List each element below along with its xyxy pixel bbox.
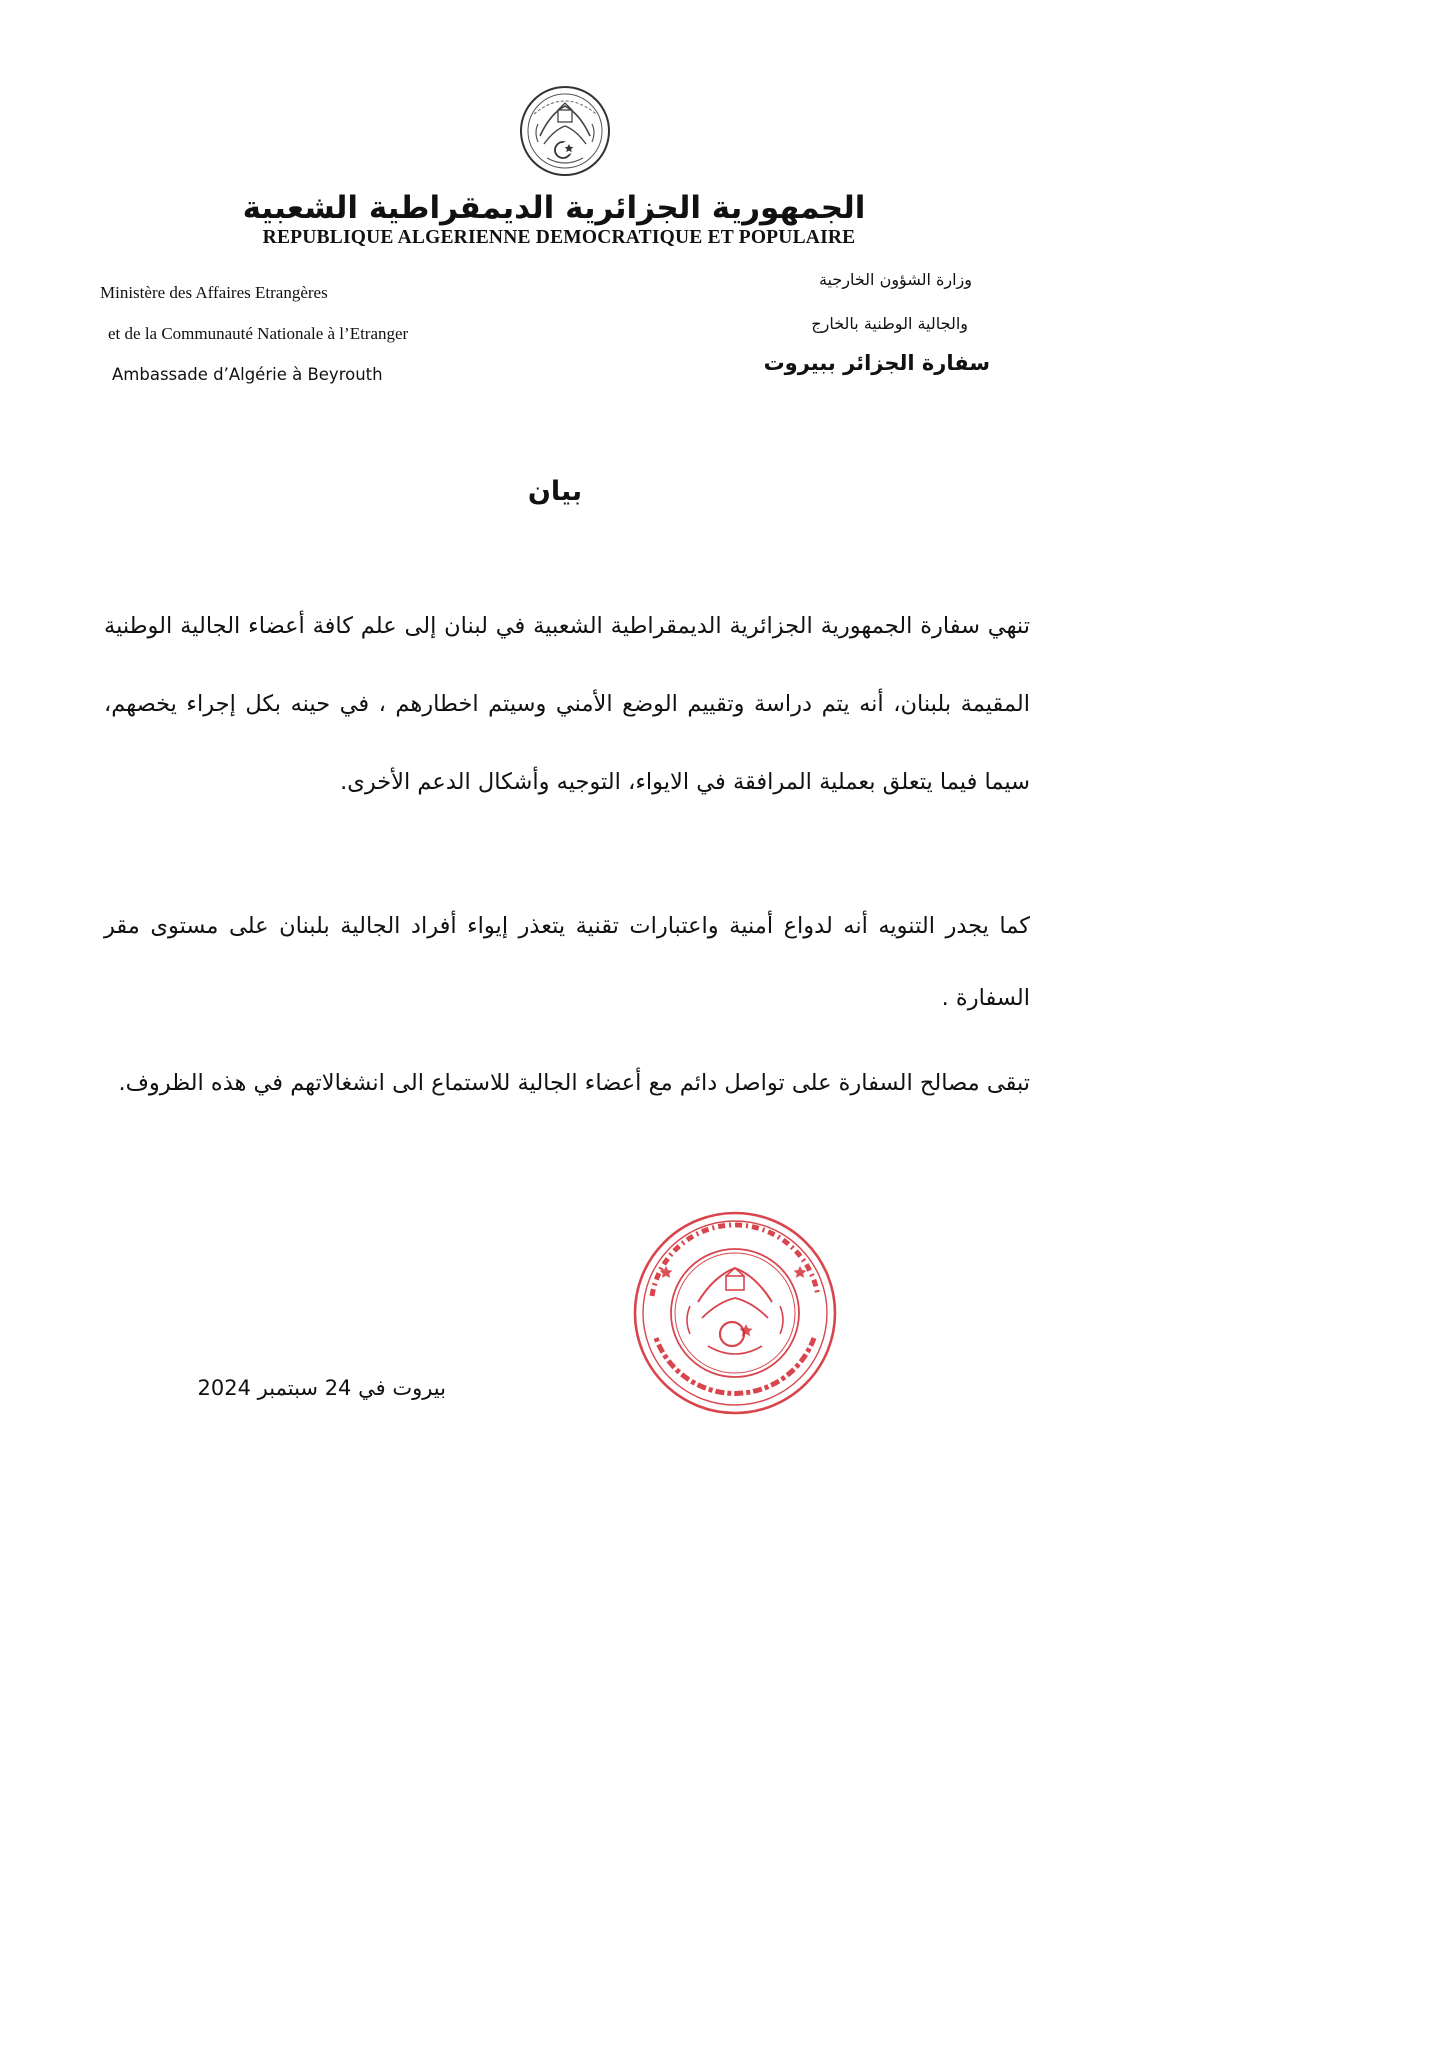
embassy-stamp-icon <box>628 1206 842 1420</box>
embassy-name-arabic: سفارة الجزائر ببيروت <box>763 351 990 375</box>
ministry-name-arabic: وزارة الشؤون الخارجية <box>818 270 972 289</box>
community-name-french: et de la Communauté Nationale à l’Etranger <box>108 324 409 343</box>
document-date: بيروت في 24 سبتمبر 2024 <box>197 1376 446 1400</box>
republic-title-arabic: الجمهورية الجزائرية الديمقراطية الشعبية <box>242 190 866 226</box>
paragraph-2: كما يجدر التنويه أنه لدواع أمنية واعتبارات تقنية يتعذر إيواء أفراد الجالية بلبنان على مستوى مقر السفارة . <box>104 913 1030 1011</box>
community-name-arabic: والجالية الوطنية بالخارج <box>811 314 968 333</box>
paragraph-3: تبقى مصالح السفارة على تواصل دائم مع أعضاء الجالية للاستماع الى انشغالاتهم في هذه الظروف. <box>118 1070 1030 1096</box>
embassy-name-french: Ambassade d’Algérie à Beyrouth <box>112 365 383 384</box>
paragraph-1: تنهي سفارة الجمهورية الجزائرية الديمقراطية الشعبية في لبنان إلى علم كافة أعضاء الجالية الوطنية المقيمة بلبنان، أنه يتم دراسة وتقييم الوضع الأمني وسيتم اخطارهم ، في حينه بكل إجراء يخصهم، سيما فيما يتعلق بعملية المرافقة في الايواء، التوجيه وأشكال الدعم الأخرى. <box>104 613 1030 795</box>
document-heading: بيان <box>527 476 583 507</box>
ministry-name-french: Ministère des Affaires Etrangères <box>100 283 328 302</box>
republic-title-french: REPUBLIQUE ALGERIENNE DEMOCRATIQUE ET POPULAIRE <box>262 227 856 248</box>
algeria-emblem-icon <box>514 84 616 178</box>
